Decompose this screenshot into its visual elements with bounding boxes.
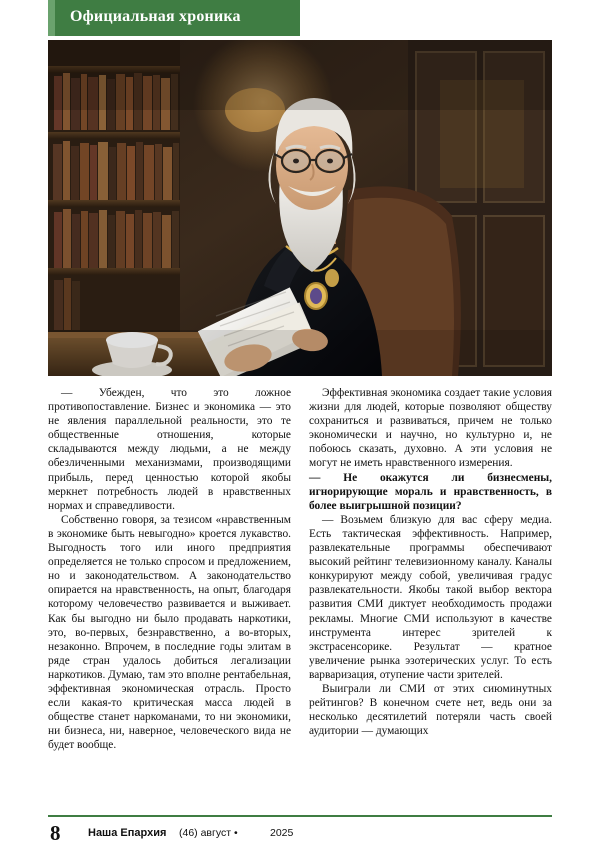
paragraph: — Убежден, что это ложное противопоставление. Бизнес и экономика — это не явления параллельной реальности, это те общественные отношения, которые складываются между людьми, а не между обезличенными механизмами, производящими прибыль, перед ценностью которой якобы меркнет потребность людей в нравственных нормах и справедливости. [48,387,291,512]
article-body [48,386,552,806]
paragraph: — Возьмем близкую для вас сферу медиа. Есть тактическая эффективность. Например, развлекательные программы обеспечивают высокий рейтинг телевизионному каналу. Каналы конкурируют между собой, увеличивая градус развлекательности. Якобы такой выбор вектора развития СМИ диктует необходимость продажи рекламы. Многие СМИ используют в качестве инструмента интерес зрителей к экстрасенсорике. Результат — кратное увеличение рынка эзотерических услуг. То есть варваризация, отупение части зрителей. [309,513,552,681]
page-header [0,0,600,36]
journal-name: Наша Епархия [88,827,167,839]
year-label: 2025 [270,827,294,839]
page-number: 8 [50,821,61,845]
page-footer [48,815,552,849]
interview-question: — Не окажутся ли бизнесмены, игнорирующие мораль и нравственность, в более выигрышной позиции? [309,471,552,512]
paragraph: Выиграли ли СМИ от этих сиюминутных рейтингов? В конечном счете нет, ведь они за несколько десятилетий потеряли часть своей аудитории — думающих [309,682,552,738]
footer-divider [48,815,552,817]
article-column-left [48,386,291,806]
paragraph: Эффективная экономика создает такие условия жизни для людей, которые позволяют обществу сохраниться и развиваться, причем не только экономически и научно, но культурно и, не побоюсь сказать, духовно. А эти условия не могут не иметь нравственного измерения. [309,387,552,470]
header-accent-bar [48,0,55,36]
article-column-right [309,386,552,806]
patriarch-interview-photo [48,40,552,376]
paragraph: Собственно говоря, за тезисом «нравственным в экономике быть невыгодно» кроется лукавство. Выгодность того или иного предприятия определяется не только спросом и предложением, но и законодательством. А законодательство опирается на нравственность, на опыт, благодаря которому человечество развивается и выживает. Как бы выгодно ни было продавать наркотики, это, во-первых, безнравственно, а во-вторых, незаконно. Впрочем, в последние годы элитам в ряде стран удалось добиться легализации наркотиков. Думаю, там это вполне рентабельная, эффективная экономическая отрасль. Просто если какая-то критическая масса людей в обществе станет наркоманами, то ни экономики, ни бизнеса, ни, наверное, человеческого вида не будет вообще. [48,513,291,752]
page-title: Официальная хроника [70,8,241,25]
issue-label: (46) август • [179,827,238,839]
